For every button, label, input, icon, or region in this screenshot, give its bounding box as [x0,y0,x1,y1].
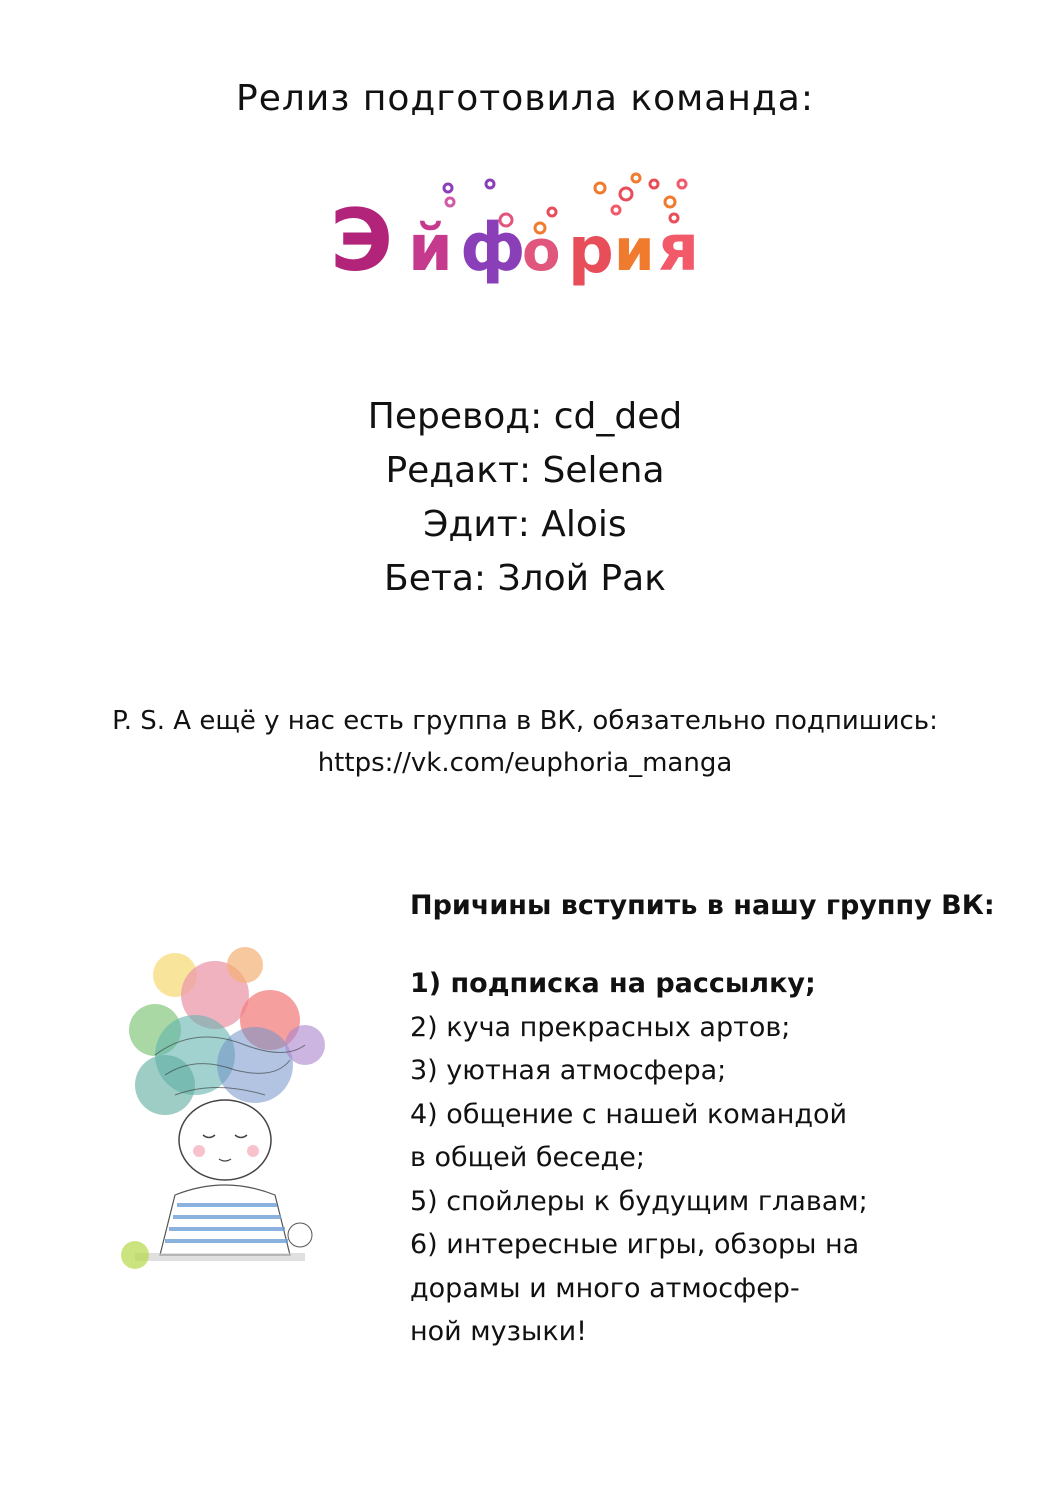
list-item: ной музыки! [410,1316,588,1347]
release-heading: Релиз подготовила команда: [236,78,814,119]
ps-note [0,700,1050,784]
list-item: 2) куча прекрасных артов; [410,1011,791,1043]
reasons-list [410,962,868,1354]
logo-letter: о [522,219,561,284]
logo-letter: и [614,216,655,284]
ps-text: P. S. А ещё у нас есть группа в ВК, обязательно подпишись: [112,706,938,736]
reasons-title: Причины вступить в нашу группу ВК: [410,890,995,921]
logo-letter: р [568,214,614,288]
vk-link[interactable]: https://vk.com/euphoria_manga [317,748,733,778]
team-logo [330,170,720,310]
list-item: дорамы и много атмосфер- [410,1272,800,1304]
logo-letter: ф [460,209,526,286]
girl-illustration [95,935,335,1295]
list-item: в общей беседе; [410,1142,645,1173]
logo-letter: й [408,212,453,286]
list-item: 1) подписка на рассылку; [410,968,816,999]
credit-beta: Бета: Злой Рак [384,558,666,599]
credits-list [0,390,1050,606]
list-item: 5) спойлеры к будущим главам; [410,1185,868,1217]
credit-translation: Перевод: cd_ded [367,396,683,437]
credit-edit: Эдит: Alois [423,504,627,545]
logo-letter: я [658,212,700,286]
list-item: 6) интересные игры, обзоры на [410,1229,860,1260]
credit-editing: Редакт: Selena [385,450,665,491]
list-item: 3) уютная атмосфера; [410,1055,727,1086]
logo-letter: Э [330,191,394,291]
list-item: 4) общение с нашей командой [410,1098,848,1130]
